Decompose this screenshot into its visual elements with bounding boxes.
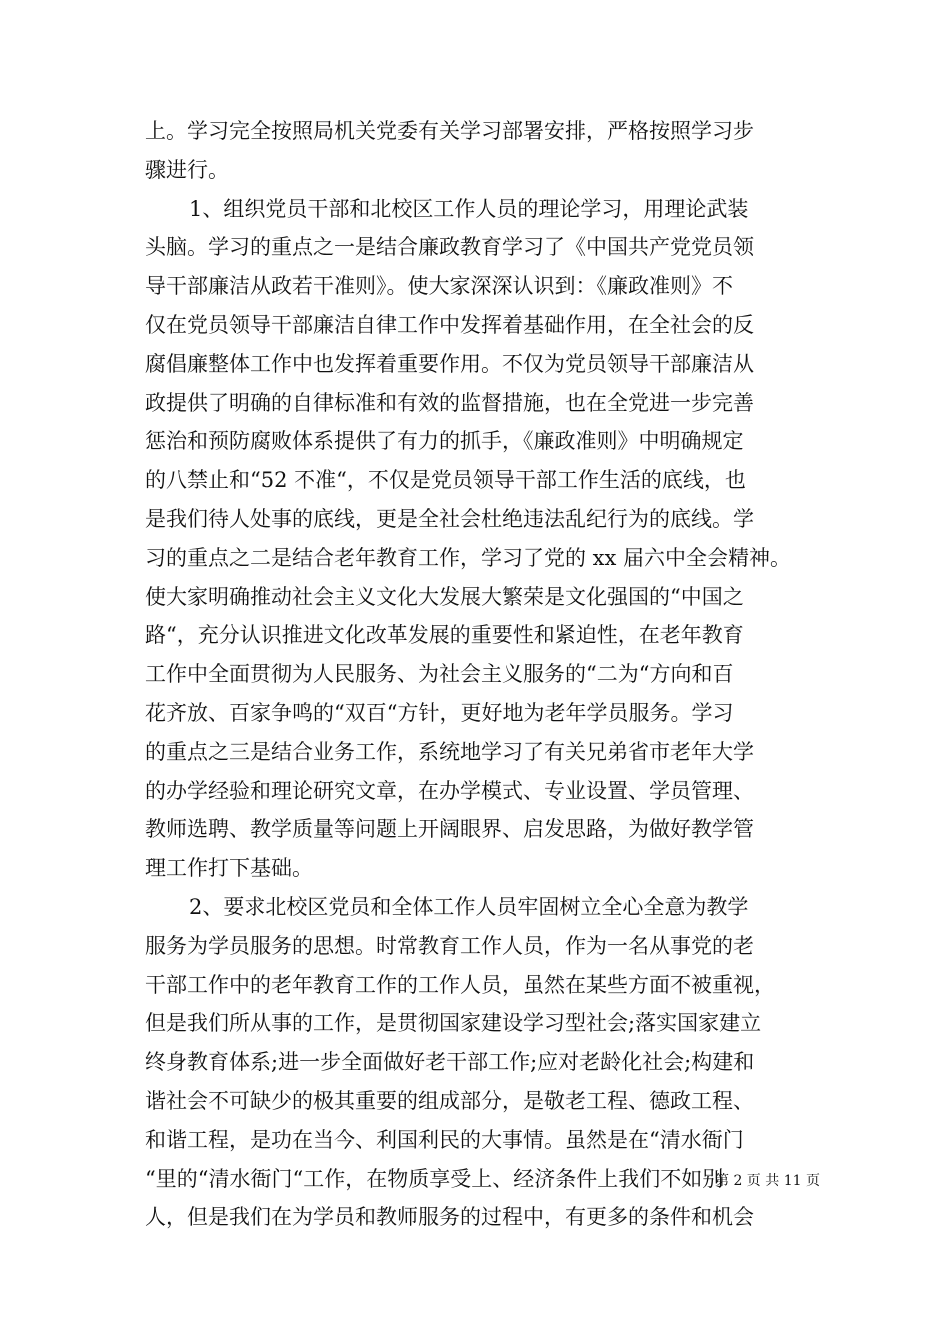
text-line: 终身教育体系;进一步全面做好老干部工作;应对老龄化社会;构建和	[145, 1050, 755, 1075]
text-line: 仅在党员领导干部廉洁自律工作中发挥着基础作用，在全社会的反	[145, 312, 754, 337]
text-line: 政提供了明确的自律标准和有效的监督措施，也在全党进一步完善	[145, 390, 754, 415]
text-line: 头脑。学习的重点之一是结合廉政教育学习了《中国共产党党员领	[145, 235, 754, 260]
text-line: 惩治和预防腐败体系提供了有力的抓手，《廉政准则》中明确规定	[145, 429, 744, 454]
text-line: 理工作打下基础。	[145, 856, 313, 881]
text-line: 干部工作中的老年教育工作的工作人员，虽然在某些方面不被重视，	[145, 972, 775, 997]
text-line: 和谐工程，是功在当今、利国利民的大事情。虽然是在“清水衙门	[145, 1127, 744, 1152]
text-line: 花齐放、百家争鸣的“双百“方针，更好地为老年学员服务。学习	[145, 700, 734, 725]
text-line: “里的“清水衙门“工作，在物质享受上、经济条件上我们不如别	[145, 1166, 724, 1191]
text-line: 上。学习完全按照局机关党委有关学习部署安排，严格按照学习步	[145, 119, 754, 143]
document-body	[145, 112, 805, 1237]
text-line: 但是我们所从事的工作，是贯彻国家建设学习型社会;落实国家建立	[145, 1011, 762, 1036]
paragraph-start-line: 2、要求北校区党员和全体工作人员牢固树立全心全意为教学	[189, 894, 749, 919]
text-line: 的办学经验和理论研究文章，在办学模式、专业设置、学员管理、	[145, 778, 754, 803]
text-line: 的八禁止和“52 不准“，不仅是党员领导干部工作生活的底线，也	[145, 468, 746, 493]
text-line: 教师选聘、教学质量等问题上开阔眼界、启发思路，为做好教学管	[145, 817, 754, 842]
text-line: 谐社会不可缺少的极其重要的组成部分，是敬老工程、德政工程、	[145, 1088, 754, 1113]
page-number: 第 2 页 共 11 页	[715, 1173, 820, 1189]
text-line: 使大家明确推动社会主义文化大发展大繁荣是文化强国的“中国之	[145, 584, 744, 609]
text-line: 服务为学员服务的思想。时常教育工作人员，作为一名从事党的老	[145, 933, 754, 958]
text-line: 人，但是我们在为学员和教师服务的过程中，有更多的条件和机会	[145, 1205, 754, 1230]
text-line: 的重点之三是结合业务工作，系统地学习了有关兄弟省市老年大学	[145, 739, 754, 764]
text-line: 是我们待人处事的底线，更是全社会杜绝违法乱纪行为的底线。学	[145, 506, 754, 531]
text-line: 工作中全面贯彻为人民服务、为社会主义服务的“二为“方向和百	[145, 662, 734, 687]
text-line: 导干部廉洁从政若干准则》。使大家深深认识到：《廉政准则》不	[145, 274, 733, 299]
paragraph-start-line: 1、组织党员干部和北校区工作人员的理论学习，用理论武装	[189, 196, 749, 221]
text-line: 习的重点之二是结合老年教育工作，学习了党的 xx 届六中全会精神。	[145, 545, 792, 570]
text-line: 腐倡廉整体工作中也发挥着重要作用。不仅为党员领导干部廉洁从	[145, 351, 754, 376]
text-line: 骤进行。	[145, 157, 229, 182]
text-line: 路“，充分认识推进文化改革发展的重要性和紧迫性，在老年教育	[145, 623, 744, 648]
